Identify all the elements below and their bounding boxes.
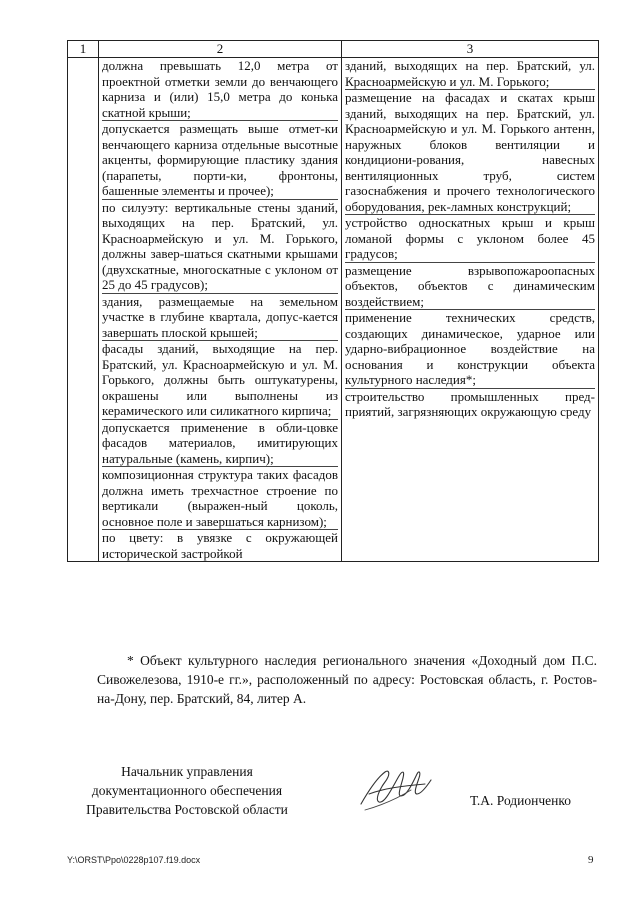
regulation-table [67,40,599,562]
regulation-table-wrapper [67,40,597,562]
body-col-3 [342,58,599,562]
table-body-row [68,58,599,562]
col2-segment: допускается размещать выше отмет-ки венчающего карниза отдельные высотные акценты, формирующие пластику здания (парапеты, порти-ки, фронтоны, башенные элементы и прочее); [102,121,338,198]
col3-segment: применение технических средств, создающих динамическое, ударное или ударно-вибрационное воздействие на основания и конструкции объекта культурного наследия*; [345,310,595,387]
col3-segment: размещение взрывопожароопасных объектов, объектов с динамическим воздействием; [345,262,595,309]
col2-segment: фасады зданий, выходящие на пер. Братский, ул. Красноармейскую и ул. М. Горького, должны быть оштукатурены, окрашены или выполнены из керамического или силикатного кирпича; [102,341,338,418]
header-col-1: 1 [68,41,99,58]
col3-segment: строительство промышленных пред-приятий, загрязняющих окружающую среду [345,388,595,419]
footnote [97,651,597,708]
footer-file-path: Y:\ORST\Ppo\0228p107.f19.docx [67,855,201,865]
signature-position-block [67,762,307,819]
signer-name: Т.А. Родионченко [470,793,571,808]
header-col-3: 3 [342,41,599,58]
col2-segment: композиционная структура таких фасадов должна иметь трехчастное строение по вертикали (выражен-ный цоколь, основное поле и завершаться карнизом); [102,467,338,529]
col3-segment: размещение на фасадах и скатах крыш зданий, выходящих на пер. Братский, ул. Красноармейскую и ул. М. Горького антенн, наружных блоков вентиляции и кондициони-рования, навесных вентиляционных труб, систем газоснабжения и прочего технологического оборудования, рек-ламных конструкций; [345,90,595,214]
position-line: Начальник управления [121,764,253,779]
col3-segment: устройство односкатных крыш и крыш ломаной формы с уклоном более 45 градусов; [345,215,595,261]
col2-segment: должна превышать 12,0 метра от проектной отметки земли до венчающего карниза и (или) 15,0 метра до конька скатной крыши; [102,58,338,120]
header-col-2: 2 [99,41,342,58]
body-col-2 [99,58,342,562]
footnote-text: * Объект культурного наследия регионального значения «Доходный дом П.С. Сивожелезова, 1910-е гг.», расположенный по адресу: Ростовская область, г. Ростов-на-Дону, пер. Братский, 84, литер А. [97,653,597,706]
col2-segment: допускается применение в обли-цовке фасадов материалов, имитирующих натуральные (камень, кирпич); [102,419,338,466]
position-line: документационного обеспечения [91,783,283,798]
col3-segment: зданий, выходящих на пер. Братский, ул. Красноармейскую и ул. М. Горького; [345,58,595,89]
footer-page-number: 9 [588,854,594,866]
col2-segment: по силуэту: вертикальные стены зданий, выходящих на пер. Братский, ул. Красноармейскую и ул. М. Горького, должны завер-шаться скатными крышами (двухскатные, многоскатные с уклоном от 25 до 45 градусов); [102,199,338,292]
table-header-row [68,41,599,58]
col2-segment: по цвету: в увязке с окружающей исторической застройкой [102,530,338,561]
col2-segment: здания, размещаемые на земельном участке в глубине квартала, допус-кается завершать плоской крышей; [102,293,338,340]
position-line: Правительства Ростовской области [86,802,288,817]
handwritten-signature-icon [355,760,435,816]
body-col-1 [68,58,99,562]
